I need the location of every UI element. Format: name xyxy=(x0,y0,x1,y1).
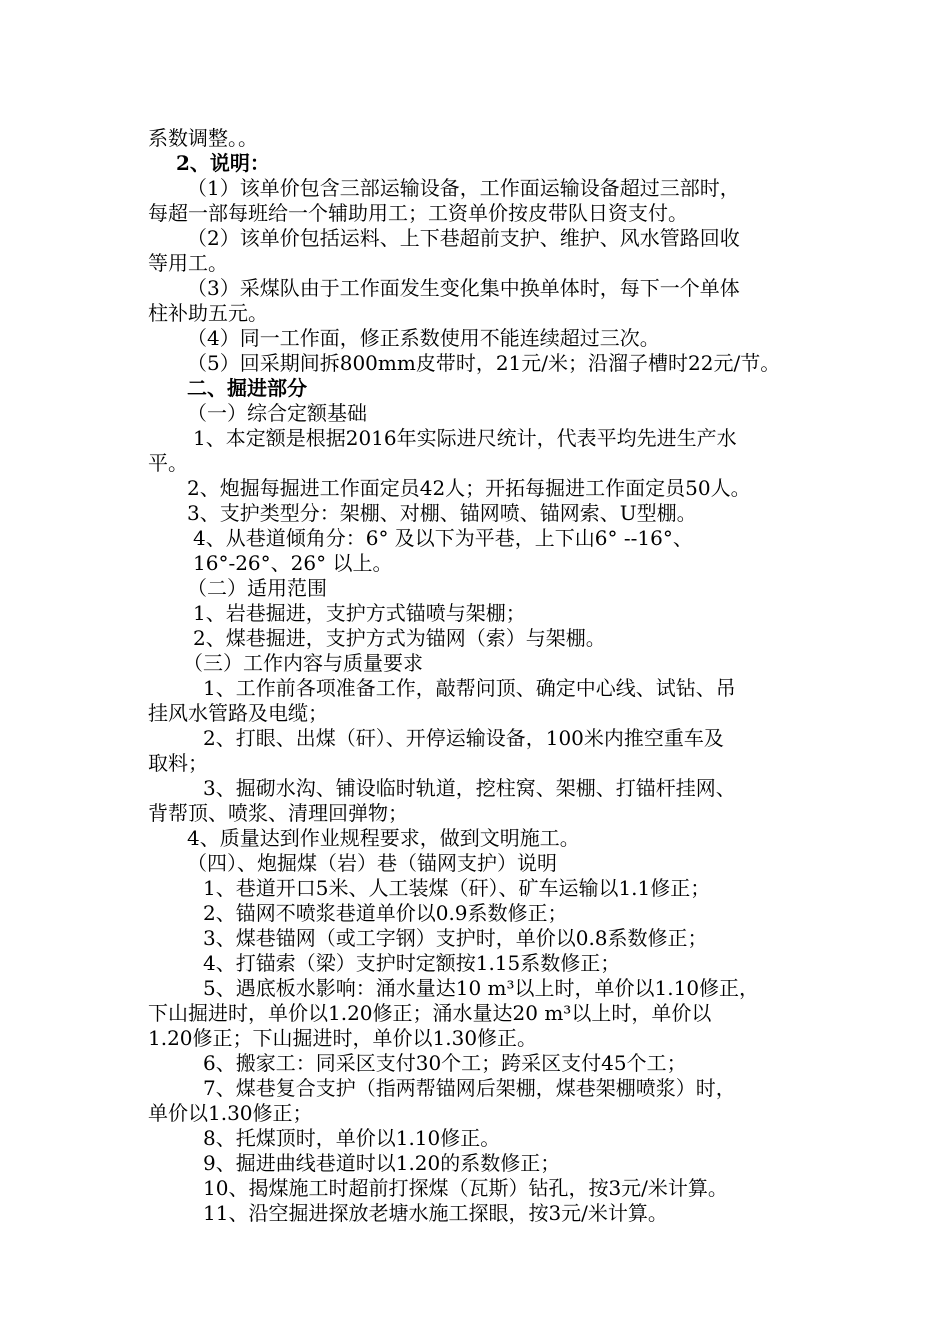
subsection-heading: （三）工作内容与质量要求 xyxy=(183,651,423,675)
text-line: 1、岩巷掘进，支护方式锚喷与架棚； xyxy=(193,601,526,625)
text-line: 16°-26°、26° 以上。 xyxy=(193,551,393,575)
text-line: 9、掘进曲线巷道时以1.20的系数修正； xyxy=(203,1151,561,1175)
text-line: 取料； xyxy=(148,751,208,775)
text-line: 6、搬家工：同采区支付30个工；跨采区支付45个工； xyxy=(203,1051,687,1075)
text-line: 2、炮掘每掘进工作面定员42人；开拓每掘进工作面定员50人。 xyxy=(187,476,751,500)
text-line: 8、托煤顶时，单价以1.10修正。 xyxy=(203,1126,501,1150)
text-line: （3）采煤队由于工作面发生变化集中换单体时，每下一个单体 xyxy=(187,276,740,300)
text-line: 挂风水管路及电缆； xyxy=(148,701,328,725)
text-line: 下山掘进时，单价以1.20修正；涌水量达20 m³以上时，单价以 xyxy=(148,1001,712,1025)
text-line: 1、巷道开口5米、人工装煤（矸）、矿车运输以1.1修正； xyxy=(203,876,711,900)
text-line: （4）同一工作面，修正系数使用不能连续超过三次。 xyxy=(187,326,660,350)
text-line: 背帮顶、喷浆、清理回弹物； xyxy=(148,801,408,825)
text-line: 10、揭煤施工时超前打探煤（瓦斯）钻孔，按3元/米计算。 xyxy=(203,1176,728,1200)
text-line: 柱补助五元。 xyxy=(148,301,268,325)
text-line: 3、支护类型分：架棚、对棚、锚网喷、锚网索、U型棚。 xyxy=(187,501,697,525)
text-line: 4、打锚索（梁）支护时定额按1.15系数修正； xyxy=(203,951,621,975)
text-line: 每超一部每班给一个辅助用工；工资单价按皮带队日资支付。 xyxy=(148,201,688,225)
text-line: 4、从巷道倾角分：6° 及以下为平巷，上下山6° --16°、 xyxy=(193,526,693,550)
text-line: 4、质量达到作业规程要求，做到文明施工。 xyxy=(187,826,580,850)
subsection-heading: （一）综合定额基础 xyxy=(187,401,367,425)
text-line: 7、煤巷复合支护（指两帮锚网后架棚，煤巷架棚喷浆）时， xyxy=(203,1076,736,1100)
text-line: （5）回采期间拆800mm皮带时，21元/米；沿溜子槽时22元/节。 xyxy=(187,351,781,375)
text-line: 1.20修正；下山掘进时，单价以1.30修正。 xyxy=(148,1026,538,1050)
text-line: 1、本定额是根据2016年实际进尺统计，代表平均先进生产水 xyxy=(193,426,737,450)
text-line: 系数调整。。 xyxy=(148,126,258,150)
text-line: 5、遇底板水影响：涌水量达10 m³以上时，单价以1.10修正， xyxy=(203,976,760,1000)
text-line: 2、锚网不喷浆巷道单价以0.9系数修正； xyxy=(203,901,568,925)
text-line: 平。 xyxy=(148,451,188,475)
subsection-heading: （四）、炮掘煤（岩）巷（锚网支护）说明 xyxy=(187,851,557,875)
text-line: 11、沿空掘进探放老塘水施工探眼，按3元/米计算。 xyxy=(203,1201,668,1225)
text-line: 3、掘砌水沟、铺设临时轨道，挖柱窝、架棚、打锚杆挂网、 xyxy=(203,776,736,800)
text-line: 等用工。 xyxy=(148,251,228,275)
section-heading: 2、说明： xyxy=(176,151,270,175)
text-line: 2、打眼、出煤（矸）、开停运输设备，100米内推空重车及 xyxy=(203,726,724,750)
section-heading: 二、掘进部分 xyxy=(187,376,307,400)
text-line: 3、煤巷锚网（或工字钢）支护时，单价以0.8系数修正； xyxy=(203,926,708,950)
text-line: （2）该单价包括运料、上下巷超前支护、维护、风水管路回收 xyxy=(187,226,740,250)
text-line: 单价以1.30修正； xyxy=(148,1101,313,1125)
subsection-heading: （二）适用范围 xyxy=(187,576,327,600)
text-line: 2、煤巷掘进，支护方式为锚网（索）与架棚。 xyxy=(193,626,606,650)
text-line: （1）该单价包含三部运输设备，工作面运输设备超过三部时， xyxy=(187,176,740,200)
text-line: 1、工作前各项准备工作，敲帮问顶、确定中心线、试钻、吊 xyxy=(203,676,736,700)
